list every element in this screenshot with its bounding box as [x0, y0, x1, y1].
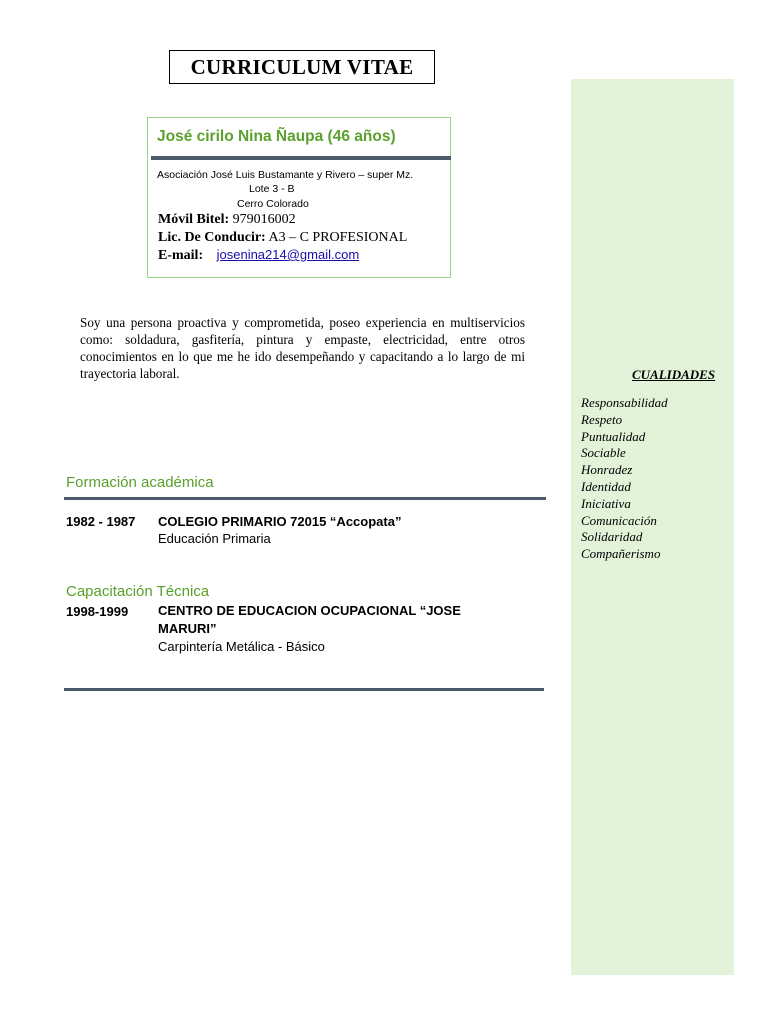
quality-item: Iniciativa: [581, 495, 631, 511]
phone-value: 979016002: [232, 212, 296, 227]
email-line: [158, 247, 359, 264]
address-line-3: Cerro Colorado: [237, 198, 309, 210]
quality-item: Comunicación: [581, 512, 657, 528]
license-value: A3 – C PROFESIONAL: [268, 230, 408, 245]
email-label: E-mail:: [158, 248, 204, 263]
quality-item: Responsabilidad: [581, 395, 668, 410]
quality-item: Respeto: [581, 411, 623, 427]
quality-item: Solidaridad: [581, 529, 643, 545]
education-heading: Formación académica: [66, 474, 214, 491]
phone-label: Móvil Bitel:: [158, 212, 230, 227]
email-link[interactable]: josenina214@gmail.com: [216, 247, 360, 262]
contact-card: [147, 117, 451, 278]
education-institution: COLEGIO PRIMARIO 72015 “Accopata”: [158, 514, 402, 529]
license-label: Lic. De Conducir:: [158, 230, 266, 245]
qualities-sidebar: [571, 79, 734, 975]
training-institution: CENTRO DE EDUCACION OCUPACIONAL “JOSE MARURI”: [158, 603, 461, 636]
training-years: 1998-1999: [66, 604, 129, 619]
quality-item: Honradez: [581, 462, 633, 478]
license-line: [158, 230, 407, 246]
quality-item: Puntualidad: [581, 428, 646, 444]
address-line-2: Lote 3 - B: [249, 183, 295, 195]
quality-item: Compañerismo: [581, 546, 661, 562]
education-detail: Educación Primaria: [158, 531, 271, 546]
contact-divider: [151, 156, 451, 160]
address-line-1: Asociación José Luis Bustamante y Rivero – super Mz.: [157, 169, 414, 181]
quality-item: Identidad: [581, 478, 631, 494]
profile-summary: Soy una persona proactiva y comprometida, poseo experiencia en multiservicios como: soldadura, gasfitería, pintura y empaste, electricidad, entre otros conocimientos en lo que me he ido desempeñando y capacitando a lo largo de mi trayectoria laboral.: [80, 315, 525, 381]
training-heading: Capacitación Técnica: [66, 583, 210, 600]
cv-title: CURRICULUM VITAE: [169, 50, 435, 84]
quality-item: Sociable: [581, 445, 626, 461]
education-years: 1982 - 1987: [66, 514, 136, 529]
qualities-list: [581, 395, 668, 563]
training-detail: Carpintería Metálica - Básico: [158, 639, 325, 654]
education-divider: [64, 497, 546, 500]
qualities-heading: CUALIDADES: [632, 367, 716, 382]
training-divider: [64, 688, 544, 691]
phone-line: [158, 212, 296, 228]
applicant-name: José cirilo Nina Ñaupa (46 años): [157, 128, 396, 145]
